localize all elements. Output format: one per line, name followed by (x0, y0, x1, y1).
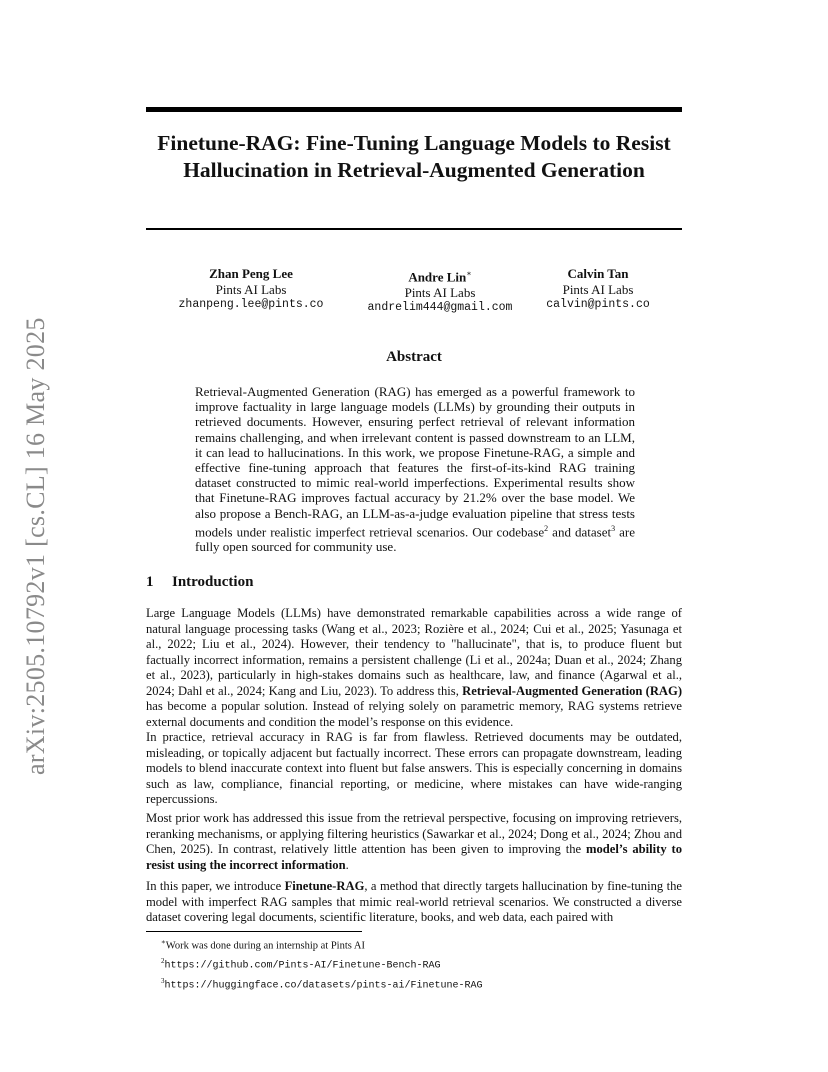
author-name: Zhan Peng Lee (209, 266, 293, 281)
footnote-mark: 2 (161, 957, 165, 965)
abstract-heading: Abstract (386, 349, 442, 365)
author-name: Andre Lin (408, 269, 467, 285)
paragraph-emphasis: Retrieval-Augmented Generation (RAG) (462, 683, 683, 698)
author-name: Calvin Tan (567, 266, 629, 281)
footnote-ref[interactable]: 2 (544, 523, 549, 533)
section-number: 1 (146, 574, 154, 590)
paragraph-emphasis: Finetune-RAG (284, 879, 365, 893)
title-top-rule (146, 107, 682, 112)
author-affiliation: Pints AI Labs (215, 281, 287, 297)
footnote-1 (161, 935, 483, 954)
section-heading-introduction (146, 574, 253, 591)
paragraph-text: In this paper, we introduce (146, 879, 285, 893)
footnote-link[interactable]: https://huggingface.co/datasets/pints-ai/Finetune-RAG (164, 980, 483, 992)
paragraph-text: has become a popular solution. Instead of relying solely on parametric memory, RAG systems retrieve external documents and condition the model’s response on this evidence. (146, 699, 682, 729)
author-email[interactable]: andrelim444@gmail.com (367, 301, 513, 315)
intro-paragraph-1 (146, 606, 682, 730)
abstract-body: are fully open sourced for community use. (195, 524, 635, 555)
author-1 (172, 266, 330, 313)
author-affiliation: Pints AI Labs (562, 281, 634, 297)
abstract-body: and dataset (548, 524, 612, 540)
arxiv-identifier-stamp: arXiv:2505.10792v1 [cs.CL] 16 May 2025 (21, 317, 50, 775)
author-footnote-mark[interactable]: ∗ (466, 269, 472, 278)
intro-paragraph-3 (146, 811, 682, 873)
section-title: Introduction (172, 574, 254, 590)
footnote-text: Work was done during an internship at Pints AI (165, 940, 365, 952)
footnote-3 (161, 974, 483, 994)
footnotes (161, 935, 483, 994)
footnote-mark: ∗ (161, 938, 166, 946)
footnote-2 (161, 954, 483, 974)
intro-paragraph-2: In practice, retrieval accuracy in RAG is far from flawless. Retrieved documents may be outdated, misleading, or topically adjacent but factually incorrect. These errors can propagate downstream, leading models to blend inaccurate context into fluent but false answers. This is especially concerning in domains such as law, compliance, financial reporting, or medicine, where mistakes can have wide-ranging repercussions. (146, 730, 682, 806)
footnote-ref[interactable]: 3 (611, 523, 616, 533)
author-email[interactable]: calvin@pints.co (546, 298, 650, 311)
intro-paragraph-4 (146, 879, 682, 926)
paragraph-text: , a method that directly targets hallucination by fine-tuning the model with imperfect RAG samples that mimic real-world retrieval scenarios. We constructed a diverse dataset covering legal documents, scientific literature, books, and web data, each paired with (146, 879, 682, 924)
footnote-mark: 3 (161, 977, 165, 985)
author-email[interactable]: zhanpeng.lee@pints.co (178, 298, 324, 311)
paragraph-text: . (345, 857, 349, 872)
footnote-link[interactable]: https://github.com/Pints-AI/Finetune-Bench-RAG (164, 960, 441, 972)
abstract-body: Retrieval-Augmented Generation (RAG) has emerged as a powerful framework to improve factuality in large language models (LLMs) by grounding their outputs in retrieved documents. However, ensuring perfect retrieval of relevant information remains challenging, and when irrelevant content is passed downstream to an LLM, it can lead to hallucinations. In this work, we propose Finetune-RAG, a simple and effective fine-tuning approach that features the first-of-its-kind RAG training dataset constructed to mimic real-world imperfections. Experimental results show that Finetune-RAG improves factual accuracy by 21.2% over the base model. We also propose a Bench-RAG, an LLM-as-a-judge evaluation pipeline that stress tests models under realistic imperfect retrieval scenarios. Our codebase (195, 384, 635, 540)
paragraph-emphasis: model’s ability to resist using the incorrect information (146, 842, 682, 872)
paragraph-text: Large Language Models (LLMs) have demonstrated remarkable capabilities across a wide range of natural language processing tasks (Wang et al., 2023; Rozière et al., 2024; Cui et al., 2025; Yasunaga et al., 2022; Liu et al., 2024). However, their tendency to "hallucinate", that is, to produce fluent but factually incorrect information, remains a persistent challenge (Li et al., 2024a; Duan et al., 2024; Zhang et al., 2023), particularly in high-stakes domains such as healthcare, law, and finance (Agarwal et al., 2024; Dahl et al., 2024; Kang and Liu, 2023). To address this, (146, 606, 682, 698)
author-3 (540, 266, 656, 313)
author-2 (358, 266, 522, 316)
abstract-text (195, 384, 635, 555)
paper-title: Finetune-RAG: Fine-Tuning Language Models to Resist Hallucination in Retrieval-Augmented Generation (157, 131, 671, 182)
paragraph-text: Most prior work has addressed this issue from the retrieval perspective, focusing on improving retrievers, reranking mechanisms, or applying filtering heuristics (Sawarkar et al., 2024; Dong et al., 2024; Zhou and Chen, 2025). In contrast, relatively little attention has been given to improving the (146, 811, 682, 856)
footnote-rule (146, 931, 362, 932)
author-affiliation: Pints AI Labs (404, 284, 476, 300)
title-bottom-rule (146, 228, 682, 230)
